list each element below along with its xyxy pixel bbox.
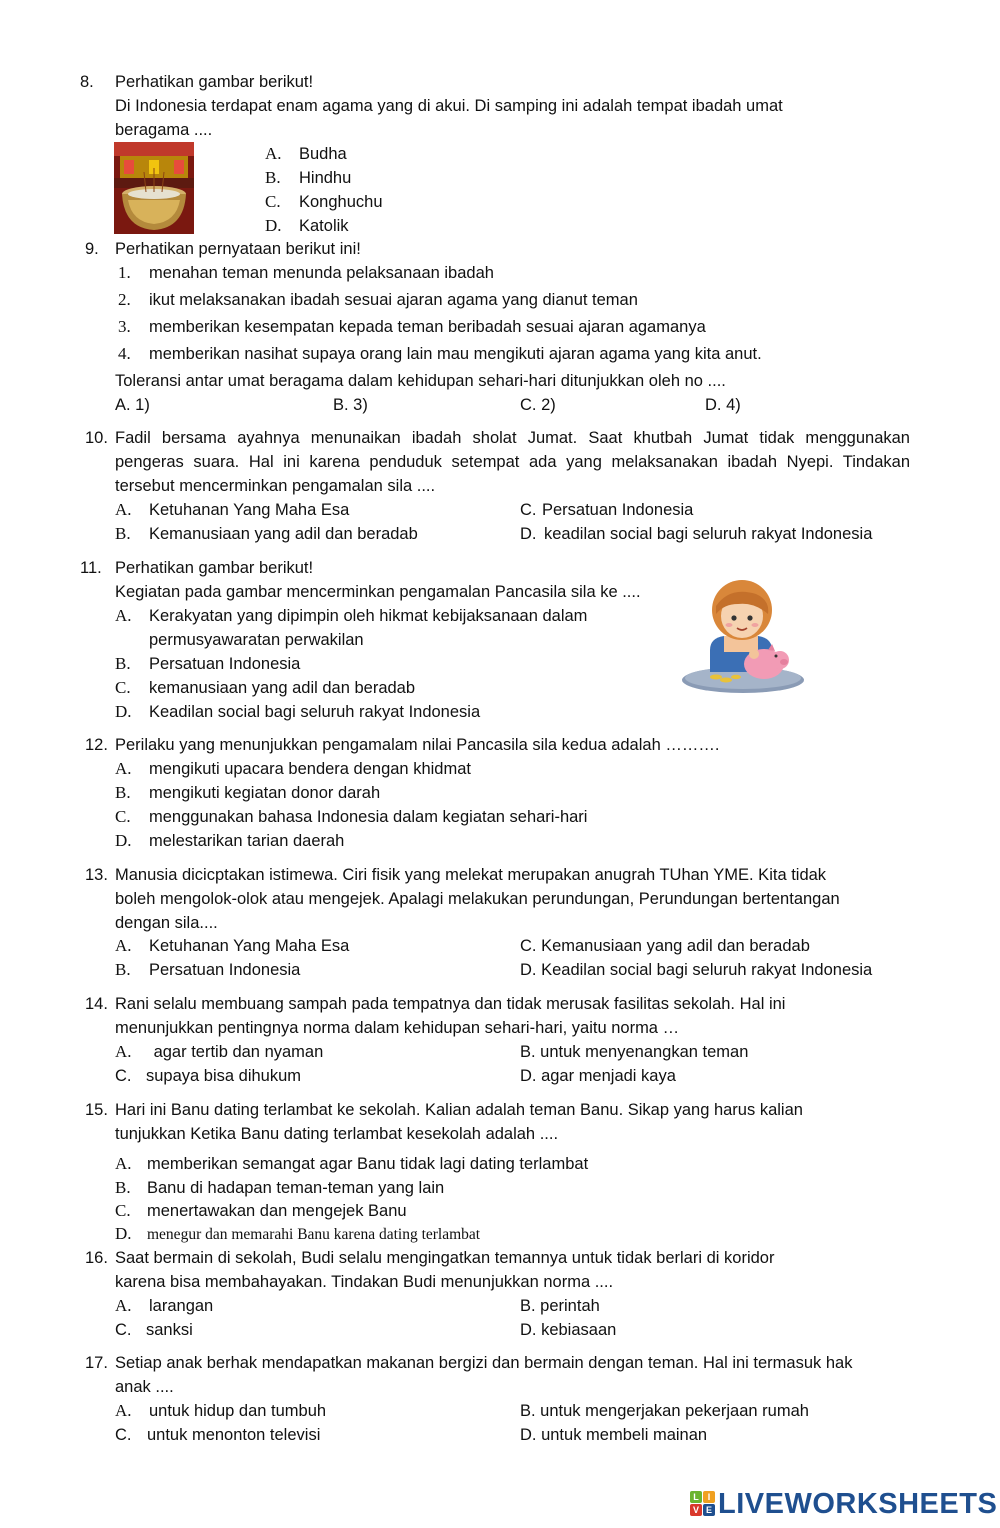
option-text: Persatuan Indonesia xyxy=(149,961,301,979)
option-label: C. xyxy=(115,1426,132,1444)
option-text: Keadilan social bagi seluruh rakyat Indonesia xyxy=(149,703,481,721)
option-label: A. xyxy=(115,936,132,955)
question-10-line-2: pengeras suara. Hal ini karena penduduk setempat ada yang melaksanakan ibadah Nyepi. Tindakan xyxy=(115,453,910,471)
question-17-number: 17. xyxy=(85,1354,108,1372)
question-11-line-1: Perhatikan gambar berikut! xyxy=(115,559,314,577)
question-13-line-2: boleh mengolok-olok atau mengejek. Apalagi melakukan perundungan, Perundungan bertentangan xyxy=(115,890,840,908)
option-text: menegur dan memarahi Banu karena dating terlambat xyxy=(147,1226,481,1243)
question-8-option-a[interactable] xyxy=(265,143,347,165)
option-label: A. xyxy=(115,500,132,519)
statement-text: ikut melaksanakan ibadah sesuai ajaran agama yang dianut teman xyxy=(149,291,638,309)
question-9-option-c[interactable]: C. 2) xyxy=(520,396,556,414)
question-11-option-c[interactable] xyxy=(115,677,415,699)
option-label: D. xyxy=(265,216,282,235)
option-text: untuk menonton televisi xyxy=(147,1426,321,1444)
question-17-option-a[interactable] xyxy=(115,1400,326,1422)
question-15-line-1: Hari ini Banu dating terlambat ke sekolah. Kalian adalah teman Banu. Sikap yang harus kalian xyxy=(115,1101,803,1119)
question-10-line-1: Fadil bersama ayahnya menunaikan ibadah sholat Jumat. Saat khutbah Jumat tidak menggunakan xyxy=(115,429,910,447)
question-11-line-2: Kegiatan pada gambar mencerminkan pengamalan Pancasila sila ke .... xyxy=(115,583,641,601)
question-11-option-d[interactable] xyxy=(115,701,480,723)
question-9-line-1: Perhatikan pernyataan berikut ini! xyxy=(115,240,361,258)
option-text: Ketuhanan Yang Maha Esa xyxy=(149,937,350,955)
option-label: C. xyxy=(115,1321,132,1339)
question-10-option-c[interactable] xyxy=(520,499,693,521)
question-8-line-3: beragama .... xyxy=(115,121,213,139)
liveworksheets-logo-text: LIVEWORKSHEETS xyxy=(718,1487,998,1520)
question-13-line-1: Manusia dicicptakan istimewa. Ciri fisik yang melekat merupakan anugrah TUhan YME. Kita tidak xyxy=(115,866,827,884)
option-label: A. xyxy=(115,1401,132,1420)
question-14-line-1: Rani selalu membuang sampah pada tempatnya dan tidak merusak fasilitas sekolah. Hal ini xyxy=(115,995,786,1013)
option-text: sanksi xyxy=(146,1321,193,1339)
statement-text: menahan teman menunda pelaksanaan ibadah xyxy=(149,264,494,282)
question-16-option-d[interactable]: D. kebiasaan xyxy=(520,1321,617,1339)
question-8-option-d[interactable] xyxy=(265,215,349,237)
option-text: Persatuan Indonesia xyxy=(542,501,694,519)
option-label: B. xyxy=(115,960,131,979)
option-text: Kemanusiaan yang adil dan beradab xyxy=(149,525,418,543)
option-text: Hindhu xyxy=(299,169,352,187)
option-label: D. xyxy=(115,831,132,850)
option-text: larangan xyxy=(149,1297,214,1315)
option-text: Konghuchu xyxy=(299,193,383,211)
question-10-option-b[interactable] xyxy=(115,523,418,545)
statement-label: 4. xyxy=(118,344,131,363)
statement-label: 2. xyxy=(118,290,131,309)
option-label: A. xyxy=(115,1042,132,1061)
question-9-statement-1 xyxy=(118,262,494,284)
option-label: B. xyxy=(115,524,131,543)
question-11-option-a[interactable] xyxy=(115,605,587,627)
option-label: A. xyxy=(265,144,282,163)
question-15-option-b[interactable] xyxy=(115,1177,444,1199)
option-label: C. xyxy=(265,192,281,211)
option-label: A. xyxy=(115,1296,132,1315)
question-15-line-2: tunjukkan Ketika Banu dating terlambat kesekolah adalah .... xyxy=(115,1125,559,1143)
option-label: C. xyxy=(115,1201,131,1220)
option-text: Persatuan Indonesia xyxy=(149,655,301,673)
liveworksheets-logo[interactable] xyxy=(690,1486,997,1522)
question-13-option-b[interactable] xyxy=(115,959,300,981)
option-label: C. xyxy=(115,807,131,826)
question-15-option-d[interactable] xyxy=(115,1223,480,1246)
option-label: B. xyxy=(265,168,281,187)
question-11-option-a-continued: permusyawaratan perwakilan xyxy=(149,631,364,649)
question-15-option-a[interactable] xyxy=(115,1153,588,1175)
question-8-option-b[interactable] xyxy=(265,167,351,189)
statement-label: 1. xyxy=(118,263,131,282)
option-text: keadilan social bagi seluruh rakyat Indonesia xyxy=(544,525,873,543)
statement-text: memberikan nasihat supaya orang lain mau mengikuti ajaran agama yang kita anut. xyxy=(149,345,762,363)
option-text: untuk hidup dan tumbuh xyxy=(149,1402,327,1420)
question-14-number: 14. xyxy=(85,995,108,1013)
question-9-statement-4 xyxy=(118,343,762,365)
question-10-line-3: tersebut mencerminkan pengamalan sila .... xyxy=(115,477,436,495)
option-label: C. xyxy=(115,678,131,697)
question-13-line-3: dengan sila.... xyxy=(115,914,218,932)
question-13-option-c[interactable]: C. Kemanusiaan yang adil dan beradab xyxy=(520,937,810,955)
question-17-option-d[interactable]: D. untuk membeli mainan xyxy=(520,1426,708,1444)
question-14-line-2: menunjukkan pentingnya norma dalam kehidupan sehari-hari, yaitu norma … xyxy=(115,1019,680,1037)
question-9-option-b[interactable]: B. 3) xyxy=(333,396,368,414)
question-16-line-2: karena bisa membahayakan. Tindakan Budi menunjukkan norma .... xyxy=(115,1273,614,1291)
question-12-option-b[interactable] xyxy=(115,782,380,804)
question-16-option-b[interactable]: B. perintah xyxy=(520,1297,600,1315)
question-8-line-2: Di Indonesia terdapat enam agama yang di akui. Di samping ini adalah tempat ibadah umat xyxy=(115,97,783,115)
question-8-number: 8. xyxy=(80,73,94,91)
temple-incense-image xyxy=(114,142,194,234)
option-text: Banu di hadapan teman-teman yang lain xyxy=(147,1179,445,1197)
question-14-option-c[interactable] xyxy=(115,1065,301,1087)
question-16-number: 16. xyxy=(85,1249,108,1267)
option-label: B. xyxy=(115,1178,131,1197)
question-8-option-c[interactable] xyxy=(265,191,383,213)
option-label: A. xyxy=(115,759,132,778)
question-9-number: 9. xyxy=(85,240,99,258)
option-text: menertawakan dan mengejek Banu xyxy=(147,1202,407,1220)
option-text: Katolik xyxy=(299,217,349,235)
question-14-option-b[interactable]: B. untuk menyenangkan teman xyxy=(520,1043,749,1061)
question-14-option-d[interactable]: D. agar menjadi kaya xyxy=(520,1067,676,1085)
statement-label: 3. xyxy=(118,317,131,336)
question-10-option-d[interactable] xyxy=(520,523,872,545)
liveworksheets-logo-icon xyxy=(690,1490,716,1518)
option-text: agar tertib dan nyaman xyxy=(149,1043,324,1061)
logo-mark-l: L xyxy=(690,1491,702,1503)
logo-mark-e: E xyxy=(703,1504,715,1516)
question-17-option-c[interactable] xyxy=(115,1424,320,1446)
option-text: melestarikan tarian daerah xyxy=(149,832,345,850)
option-label: C. xyxy=(520,501,537,519)
question-17-option-b[interactable]: B. untuk mengerjakan pekerjaan rumah xyxy=(520,1402,809,1420)
question-16-option-c[interactable] xyxy=(115,1319,193,1341)
question-13-option-a[interactable] xyxy=(115,935,349,957)
option-label: B. xyxy=(115,783,131,802)
option-text: Ketuhanan Yang Maha Esa xyxy=(149,501,350,519)
question-13-option-d[interactable]: D. Keadilan social bagi seluruh rakyat Indonesia xyxy=(520,961,873,979)
question-9-option-a[interactable]: A. 1) xyxy=(115,396,150,414)
option-label: D. xyxy=(115,1224,132,1243)
question-12-number: 12. xyxy=(85,736,108,754)
question-12-line-1: Perilaku yang menunjukkan pengamalam nilai Pancasila sila kedua adalah ………. xyxy=(115,736,720,754)
logo-mark-v: V xyxy=(690,1504,702,1516)
question-16-option-a[interactable] xyxy=(115,1295,213,1317)
option-label: D. xyxy=(115,702,132,721)
option-label: C. xyxy=(115,1067,132,1085)
question-12-option-a[interactable] xyxy=(115,758,471,780)
option-text: memberikan semangat agar Banu tidak lagi dating terlambat xyxy=(147,1155,589,1173)
question-17-line-1: Setiap anak berhak mendapatkan makanan bergizi dan bermain dengan teman. Hal ini termasuk hak xyxy=(115,1354,853,1372)
question-11-number: 11. xyxy=(80,559,102,577)
girl-piggy-bank-image xyxy=(680,580,806,698)
statement-text: memberikan kesempatan kepada teman beribadah sesuai ajaran agamanya xyxy=(149,318,706,336)
question-9-statement-2 xyxy=(118,289,638,311)
option-text: supaya bisa dihukum xyxy=(146,1067,302,1085)
question-10-number: 10. xyxy=(85,429,108,447)
question-17-line-2: anak .... xyxy=(115,1378,174,1396)
question-12-option-d[interactable] xyxy=(115,830,344,852)
option-text: menggunakan bahasa Indonesia dalam kegiatan sehari-hari xyxy=(149,808,588,826)
question-15-option-c[interactable] xyxy=(115,1200,407,1222)
option-text: kemanusiaan yang adil dan beradab xyxy=(149,679,416,697)
option-text: mengikuti kegiatan donor darah xyxy=(149,784,381,802)
question-13-number: 13. xyxy=(85,866,108,884)
option-label: B. xyxy=(115,654,131,673)
question-12-option-c[interactable] xyxy=(115,806,587,828)
question-11-option-b[interactable] xyxy=(115,653,300,675)
question-9-prompt: Toleransi antar umat beragama dalam kehidupan sehari-hari ditunjukkan oleh no .... xyxy=(115,372,726,390)
logo-mark-i: I xyxy=(703,1491,715,1503)
question-9-option-d[interactable]: D. 4) xyxy=(705,396,741,414)
question-15-number: 15. xyxy=(85,1101,108,1119)
option-label: A. xyxy=(115,1154,132,1173)
question-9-statement-3 xyxy=(118,316,706,338)
question-16-line-1: Saat bermain di sekolah, Budi selalu mengingatkan temannya untuk tidak berlari di koridor xyxy=(115,1249,775,1267)
question-14-option-a[interactable] xyxy=(115,1041,323,1063)
question-8-line-1: Perhatikan gambar berikut! xyxy=(115,73,314,91)
option-label: D. xyxy=(520,525,537,543)
option-text: mengikuti upacara bendera dengan khidmat xyxy=(149,760,471,778)
option-text: Kerakyatan yang dipimpin oleh hikmat kebijaksanaan dalam xyxy=(149,607,588,625)
question-10-option-a[interactable] xyxy=(115,499,349,521)
option-text: Budha xyxy=(299,145,347,163)
option-label: A. xyxy=(115,606,132,625)
